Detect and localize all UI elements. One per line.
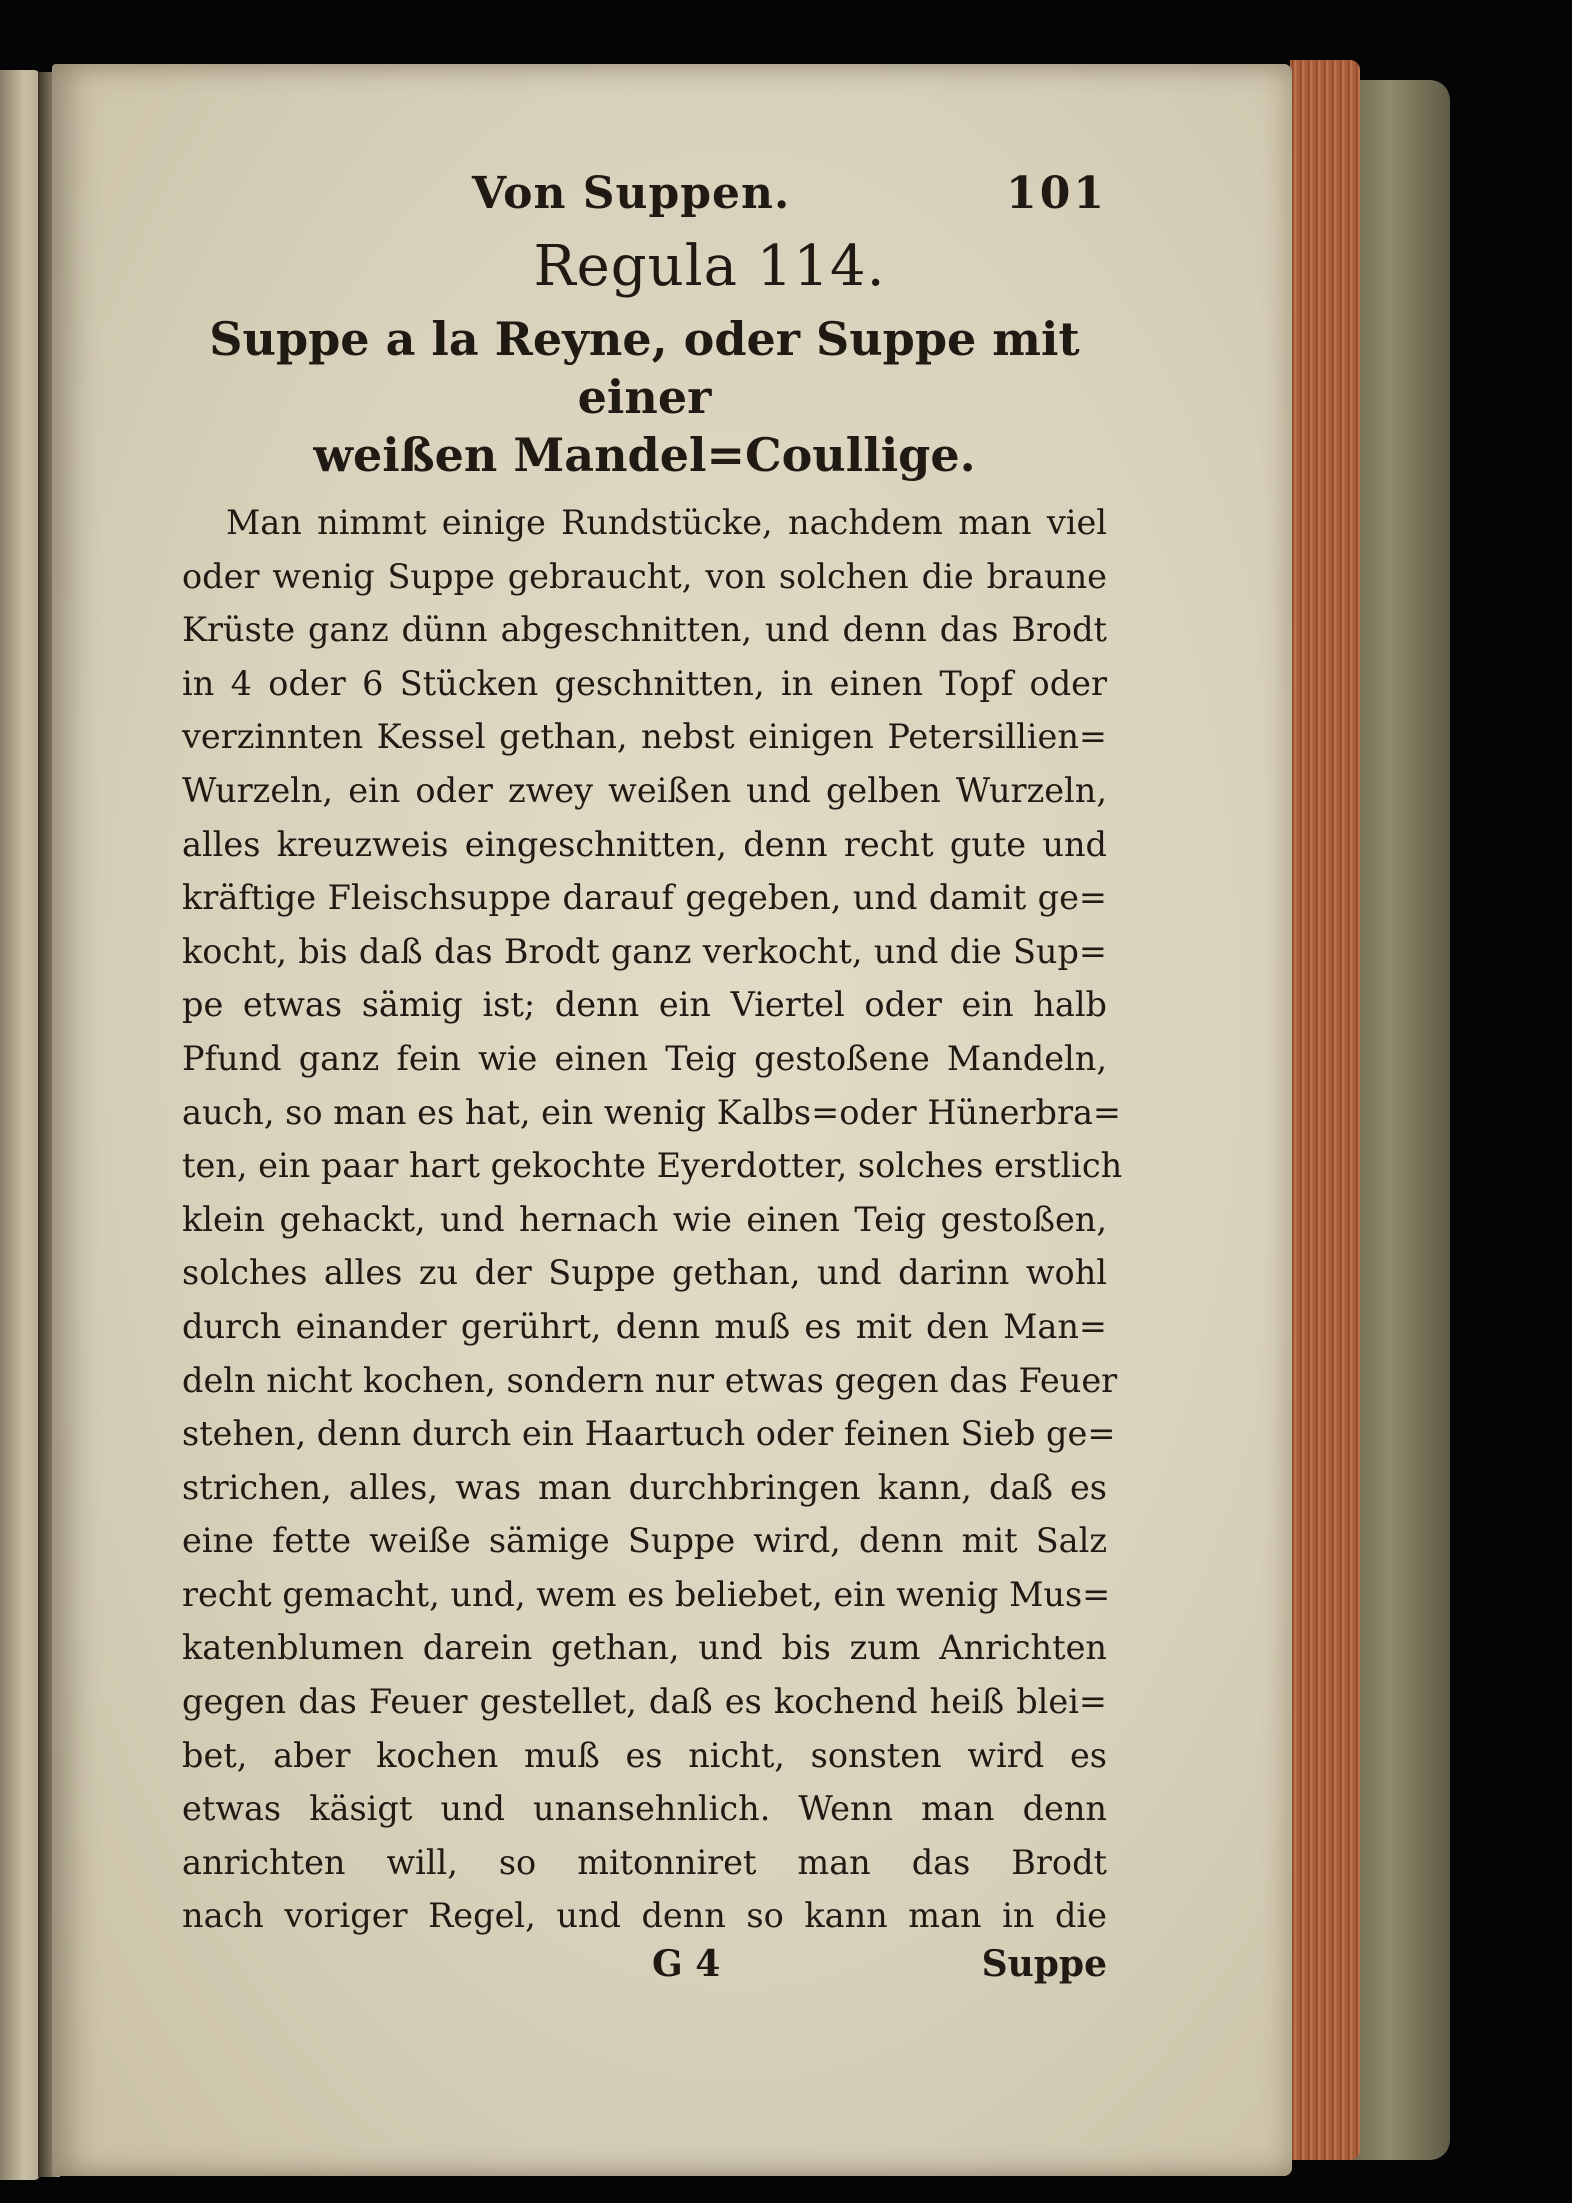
body-line: pe etwas sämig ist; denn ein Viertel oder ein halb xyxy=(182,985,1107,1025)
body-line: auch, so man es hat, ein wenig Kalbs=oder Hünerbra= xyxy=(182,1092,1121,1132)
body-line: nach voriger Regel, und denn so kann man in die xyxy=(182,1896,1107,1936)
body-line: recht gemacht, und, wem es beliebet, ein wenig Mus= xyxy=(182,1574,1111,1614)
recipe-heading xyxy=(182,310,1107,484)
body-line: Man nimmt einige Rundstücke, nachdem man viel xyxy=(226,503,1107,542)
body-line: verzinnten Kessel gethan, nebst einigen Petersillien= xyxy=(182,717,1107,757)
signature-mark: G 4 xyxy=(652,1943,721,1986)
body-line: katenblumen darein gethan, und bis zum Anrichten xyxy=(182,1628,1107,1668)
recipe-body xyxy=(182,496,1123,1943)
body-line: kräftige Fleischsuppe darauf gegeben, und damit ge= xyxy=(182,878,1107,918)
body-line: Pfund ganz fein wie einen Teig gestoßene Mandeln, xyxy=(182,1038,1107,1078)
book-cover xyxy=(1350,80,1450,2160)
body-line: Krüste ganz dünn abgeschnitten, und denn das Brodt xyxy=(182,610,1107,650)
body-line: gegen das Feuer gestellet, daß es kochend heiß blei= xyxy=(182,1682,1107,1722)
body-line: alles kreuzweis eingeschnitten, denn recht gute und xyxy=(182,824,1107,864)
body-line: etwas käsigt und unansehnlich. Wenn man denn xyxy=(182,1789,1107,1829)
heading-line: weißen Mandel=Coullige. xyxy=(313,428,976,482)
body-line: anrichten will, so mitonniret man das Brodt xyxy=(182,1842,1107,1882)
body-line: stehen, denn durch ein Haartuch oder feinen Sieb ge= xyxy=(182,1414,1116,1454)
body-line: oder wenig Suppe gebraucht, von solchen die braune xyxy=(182,556,1107,596)
body-line: strichen, alles, was man durchbringen kann, daß es xyxy=(182,1467,1107,1507)
body-line: klein gehackt, und hernach wie einen Teig gestoßen, xyxy=(182,1199,1107,1239)
facing-page-edge xyxy=(0,70,40,2180)
page-footer xyxy=(182,1943,1107,1997)
running-title: Von Suppen. xyxy=(472,168,791,219)
page-edges xyxy=(1290,60,1360,2160)
body-line: eine fette weiße sämige Suppe wird, denn mit Salz xyxy=(182,1521,1107,1561)
body-line: Wurzeln, ein oder zwey weißen und gelben Wurzeln, xyxy=(182,770,1107,810)
running-head xyxy=(182,150,1107,230)
body-line: deln nicht kochen, sondern nur etwas gegen das Feuer xyxy=(182,1360,1118,1400)
rule-number: Regula 114. xyxy=(533,234,886,299)
body-line: kocht, bis daß das Brodt ganz verkocht, und die Sup= xyxy=(182,931,1107,971)
page-content xyxy=(182,150,1123,1997)
body-line: in 4 oder 6 Stücken geschnitten, in einen Topf oder xyxy=(182,663,1107,703)
body-line: ten, ein paar hart gekochte Eyerdotter, solches erstlich xyxy=(182,1146,1123,1186)
page-number: 101 xyxy=(1006,168,1107,219)
body-line: solches alles zu der Suppe gethan, und darinn wohl xyxy=(182,1253,1107,1293)
catchword: Suppe xyxy=(981,1943,1107,1986)
body-line: bet, aber kochen muß es nicht, sonsten wird es xyxy=(182,1735,1107,1775)
body-line: durch einander gerührt, denn muß es mit den Man= xyxy=(182,1306,1107,1346)
heading-line: Suppe a la Reyne, oder Suppe mit einer xyxy=(209,312,1080,424)
